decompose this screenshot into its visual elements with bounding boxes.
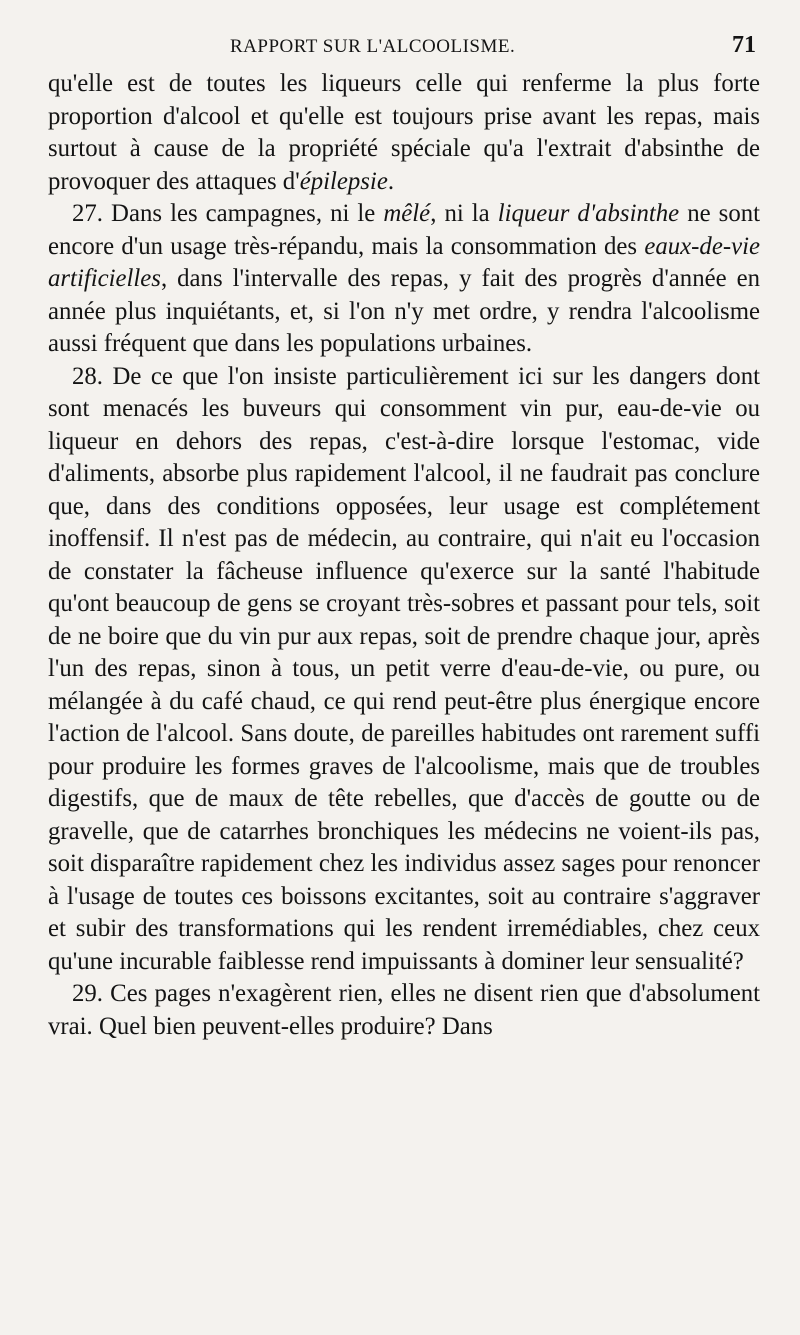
paragraph-29: 29. Ces pages n'exagèrent rien, elles ne disent rien que d'absolument vrai. Quel bien peuvent-elles produire? Dans — [48, 980, 760, 1040]
italic-term: liqueur d'absinthe — [497, 200, 680, 227]
italic-term: eaux-de-vie artificielles — [48, 232, 760, 292]
text-run: 27. Dans les campagnes, ni le — [72, 200, 384, 227]
paragraph-27 — [48, 198, 760, 361]
paragraph-28: 28. De ce que l'on insiste particulièrement ici sur les dangers dont sont menacés les buveurs qui consomment vin pur, eau-de-vie ou liqueur en dehors des repas, c'est-à-dire lorsque l'estomac, vide d'aliments, absorbe plus rapidement l'alcool, il ne faudrait pas conclure que, dans des conditions opposées, leur usage est complétement inoffensif. Il n'est pas de médecin, au contraire, qui n'ait eu l'occasion de constater la fâcheuse influence qu'exerce sur la santé l'habitude qu'ont beaucoup de gens se croyant très-sobres et passant pour tels, soit de ne boire que du vin pur aux repas, soit de prendre chaque jour, après l'un des repas, sinon à tous, un petit verre d'eau-de-vie, ou pure, ou mélangée à du café chaud, ce qui rend peut-être plus énergique encore l'action de l'alcool. Sans doute, de pareilles habitudes ont rarement suffi pour produire les formes graves de l'alcoolisme, mais que de troubles digestifs, que de maux de tête rebelles, que d'accès de goutte ou de gravelle, que de catarrhes bronchiques les médecins ne voient-ils pas, soit disparaître rapidement chez les individus assez sages pour renoncer à l'usage de toutes ces boissons excitantes, soit au contraire s'aggraver et subir des transformations qui les rendent irremédiables, chez ceux qu'une incurable faiblesse rend impuissants à dominer leur sensualité? — [48, 362, 760, 975]
page-header — [48, 32, 760, 68]
text-run: . — [387, 167, 395, 195]
italic-term: épilepsie — [299, 167, 388, 195]
text-run: qu'elle est de toutes les liqueurs celle qui renferme la plus forte proportion d'alcool et qu'elle est toujours prise avant les repas, mais surtout à cause de la propriété spéciale qu'a l'extrait d'absinthe de provoquer des attaques d' — [48, 70, 760, 195]
text-run: , dans l'intervalle des repas, y fait des progrès d'année en année plus inquiétants, et, si l'on n'y met ordre, y rendra l'alcoolisme aussi fréquent que dans les populations urbaines. — [48, 265, 760, 357]
paragraph-continuation — [48, 68, 760, 198]
italic-term: mêlé — [383, 200, 431, 227]
page-number: 71 — [732, 32, 756, 58]
text-run: , ni la — [430, 200, 498, 227]
running-head: RAPPORT SUR L'ALCOOLISME. — [230, 36, 516, 57]
body-text — [48, 68, 760, 1043]
text-run: ne sont encore d'un usage très-répandu, mais la consommation des — [48, 200, 761, 260]
